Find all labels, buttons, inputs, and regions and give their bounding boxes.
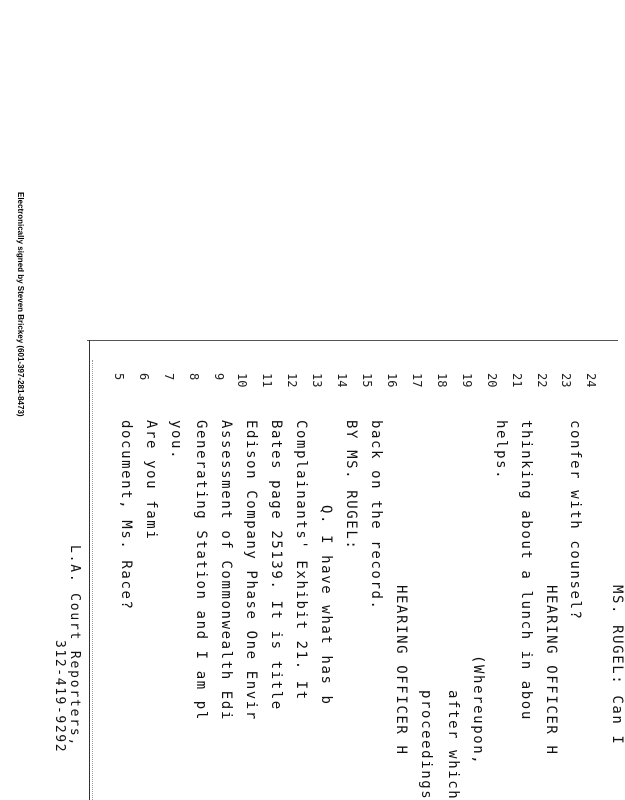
transcript-line: Complainants' Exhibit 21. It [293,420,309,701]
transcript-line: MS. RUGEL: Can I [609,585,625,746]
line-number: 5 [112,373,126,381]
line-number: 10 [235,373,249,388]
transcript-line: Assessment of Commonwealth Edi [218,420,234,721]
transcript-line: Edison Company Phase One Envir [243,420,259,721]
transcript-line: (Whereupon, [470,655,486,766]
transcript-line: Are you fami [143,420,159,541]
line-number: 21 [510,373,524,388]
line-number: 16 [385,373,399,388]
line-number: 17 [410,373,424,388]
page-border-top [87,340,618,341]
line-number: 7 [162,373,176,381]
line-number: 20 [485,373,499,388]
line-number: 8 [187,373,201,381]
line-number-margin-rule [89,340,90,800]
transcript-line: HEARING OFFICER H [543,585,559,756]
line-number: 6 [137,373,151,381]
court-reporter-name: L.A. Court Reporters, [67,545,82,748]
transcript-line: Q. I have what has b [318,505,334,706]
line-number: 11 [260,373,274,388]
transcript-line: Generating Station and I am pl [193,420,209,721]
transcript-line: back on the record. [368,420,384,611]
line-number: 19 [460,373,474,388]
line-number: 23 [559,373,573,388]
line-number: 24 [584,373,598,388]
line-number: 22 [535,373,549,388]
transcript-line: Bates page 25139. It is title [268,420,284,711]
line-number: 14 [335,373,349,388]
transcript-line: proceedings [418,690,434,800]
court-reporter-phone: 312-419-9292 [52,640,67,754]
electronic-signature-note: Electronically signed by Steven Brickey (601-397-281-8473) [16,192,25,417]
line-number: 15 [360,373,374,388]
line-number: 9 [212,373,226,381]
transcript-line: confer with counsel? [567,420,583,621]
transcript-line: after which [445,690,461,800]
transcript-line: BY MS. RUGEL: [343,420,359,551]
transcript-line: thinking about a lunch in abou [518,420,534,721]
dotted-margin-rule [92,360,93,800]
transcript-line: HEARING OFFICER H [393,585,409,756]
transcript-line: document, Ms. Race? [118,420,134,611]
line-number: 12 [285,373,299,388]
line-number: 13 [310,373,324,388]
line-number: 18 [435,373,449,388]
transcript-line: you. [168,420,184,461]
transcript-line: helps. [493,420,509,481]
